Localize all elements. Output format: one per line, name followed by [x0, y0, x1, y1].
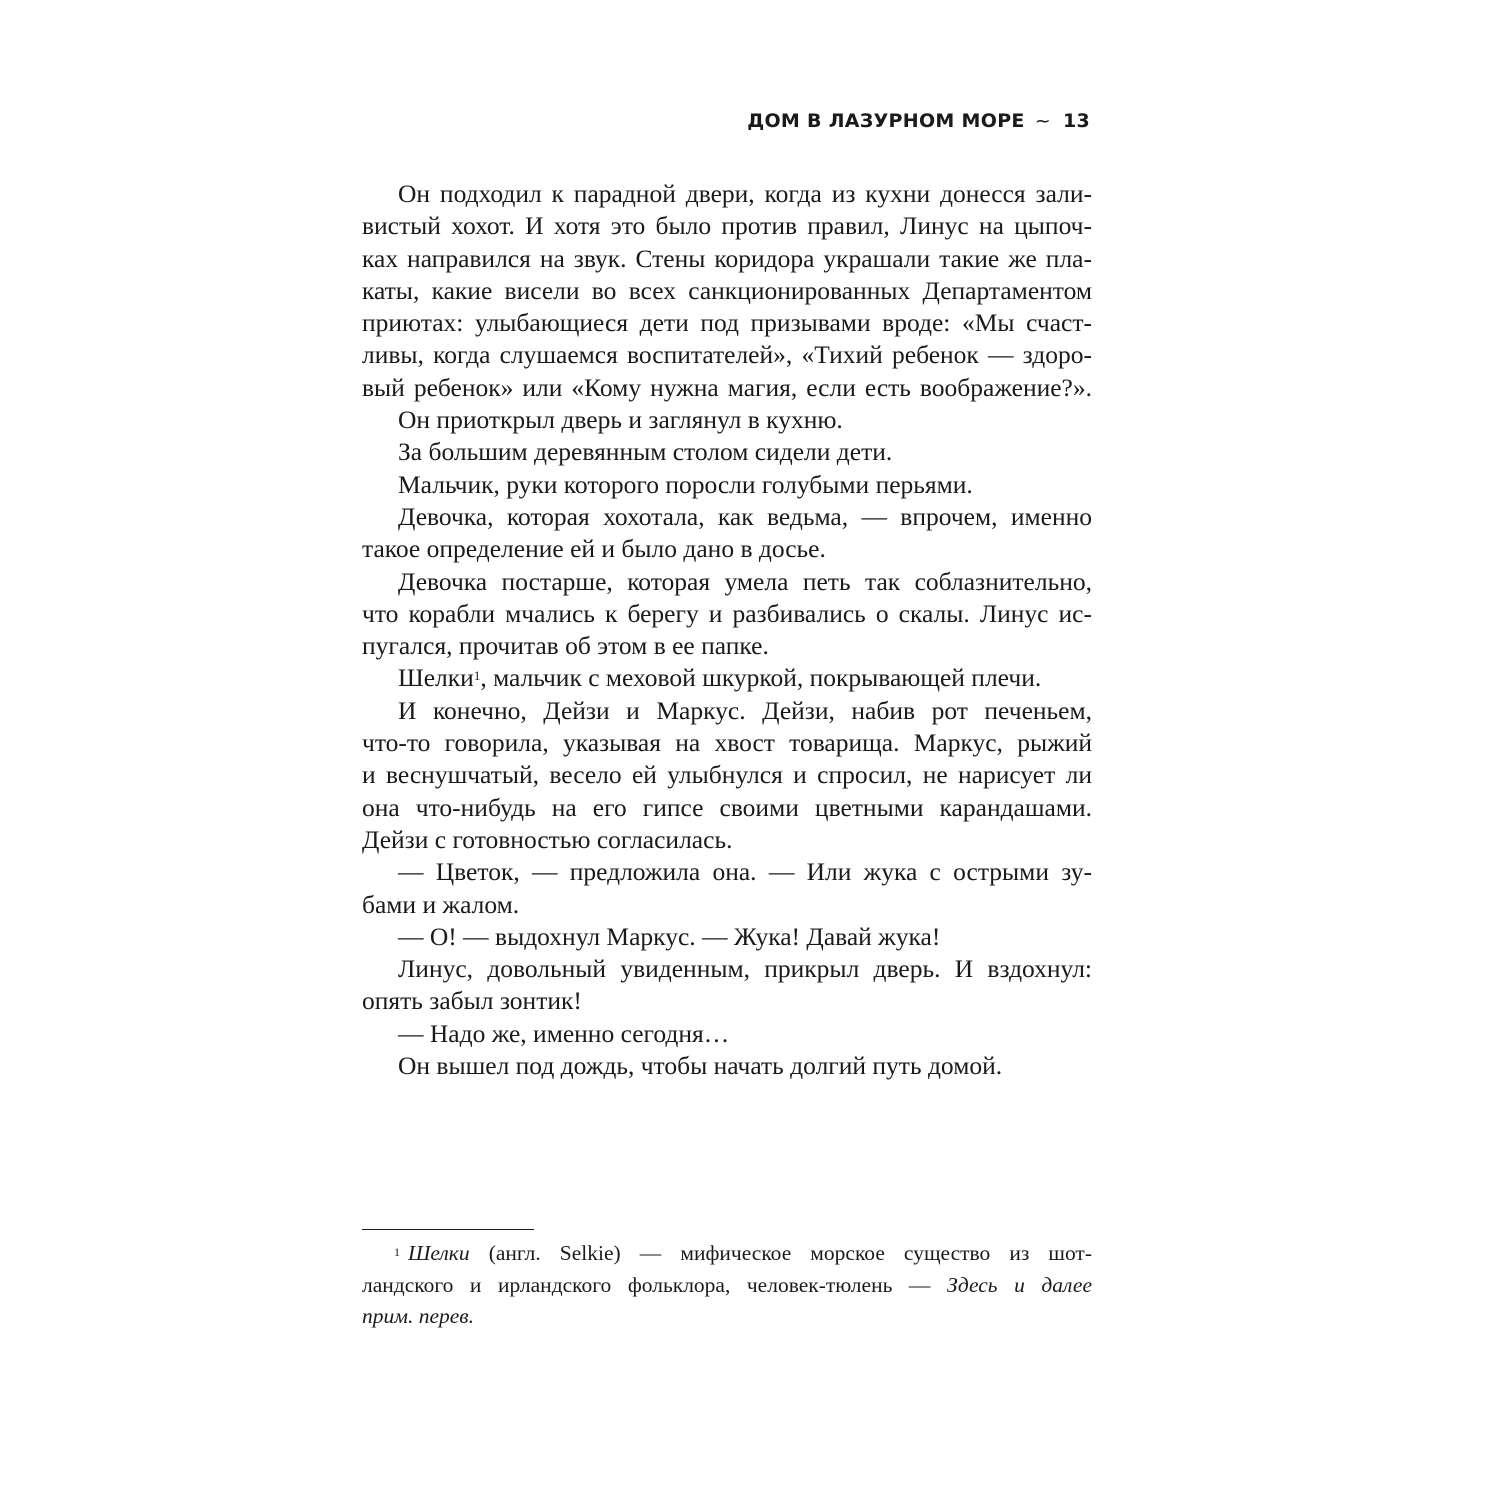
- footnote-line: [362, 1270, 1092, 1302]
- page-number: 13: [1062, 110, 1090, 132]
- text-line: Он вышел под дождь, чтобы начать долгий путь домой.: [398, 1051, 1003, 1081]
- footnote-term: Шелки: [408, 1241, 470, 1265]
- text-line: ках направился на звук. Стены коридора украшали такие же пла-: [362, 243, 1092, 273]
- footnote-divider: [362, 1229, 534, 1230]
- text-line: — О! — выдохнул Маркус. — Жука! Давай жука!: [398, 921, 941, 951]
- text-line: приютах: улыбающиеся дети под призывами вроде: «Мы счаст-: [362, 308, 1092, 338]
- text-line: и веснушчатый, весело ей улыбнулся и спросил, не нарисует ли: [362, 760, 1092, 790]
- text-line: Девочка постарше, которая умела петь так соблазнительно,: [398, 566, 1092, 596]
- text-line: такое определение ей и было дано в досье.: [362, 534, 826, 564]
- body-text: [362, 178, 1092, 1082]
- footnote: [362, 1238, 1092, 1333]
- text-line: Он приоткрыл дверь и заглянул в кухню.: [398, 405, 843, 435]
- text-line: Девочка, которая хохотала, как ведьма, — впрочем, именно: [398, 501, 1092, 531]
- text-line: каты, какие висели во всех санкционированных Департаментом: [362, 275, 1092, 305]
- text-line: Мальчик, руки которого поросли голубыми перьями.: [398, 469, 973, 499]
- footnote-italic: Здесь и далее: [946, 1272, 1093, 1297]
- header-separator: ~: [1034, 110, 1051, 132]
- text-line: что корабли мчались к берегу и разбивались о скалы. Линус ис-: [362, 598, 1092, 628]
- text-line: За большим деревянным столом сидели дети.: [398, 437, 893, 467]
- text-line: [362, 662, 1092, 694]
- text-line: она что-нибудь на его гипсе своими цветными карандашами.: [362, 792, 1092, 822]
- footnote-text: ландского и ирландского фольклора, человек-тюлень —: [362, 1272, 947, 1297]
- text-line: — Цветок, — предложила она. — Или жука с острыми зу-: [398, 857, 1092, 887]
- book-title: ДОМ В ЛАЗУРНОМ МОРЕ: [747, 110, 1025, 132]
- footnote-line: [362, 1238, 1092, 1270]
- text-line: пугался, прочитав об этом в ее папке.: [362, 631, 769, 661]
- text-line: Он подходил к парадной двери, когда из кухни донесся зали-: [398, 179, 1092, 208]
- selkie-word: Шелки: [398, 663, 474, 693]
- footnote-line: прим. перев.: [362, 1304, 475, 1328]
- text-line: вистый хохот. И хотя это было против правил, Линус на цыпоч-: [362, 211, 1092, 241]
- text-line: бами и жалом.: [362, 889, 520, 919]
- text-line-rest: , мальчик с меховой шкуркой, покрывающей плечи.: [480, 663, 1042, 693]
- footnote-reference: 1: [473, 668, 481, 684]
- text-line: И конечно, Дейзи и Маркус. Дейзи, набив рот печеньем,: [398, 695, 1092, 725]
- text-line: ливы, когда слушаемся воспитателей», «Тихий ребенок — здоро-: [362, 340, 1092, 370]
- footnote-marker: 1: [394, 1245, 400, 1259]
- text-line: Дейзи с готовностью согласилась.: [362, 824, 733, 854]
- text-line: — Надо же, именно сегодня…: [398, 1018, 730, 1048]
- text-line: что-то говорила, указывая на хвост товарища. Маркус, рыжий: [362, 728, 1092, 758]
- text-line: Линус, довольный увиденным, прикрыл дверь. И вздохнул:: [398, 954, 1092, 984]
- text-line: опять забыл зонтик!: [362, 986, 582, 1016]
- footnote-text: (англ. Selkie) — мифическое морское существо из шот-: [469, 1241, 1092, 1265]
- text-line: вый ребенок» или «Кому нужна магия, если есть воображение?».: [362, 372, 1092, 402]
- running-header: [747, 110, 1090, 132]
